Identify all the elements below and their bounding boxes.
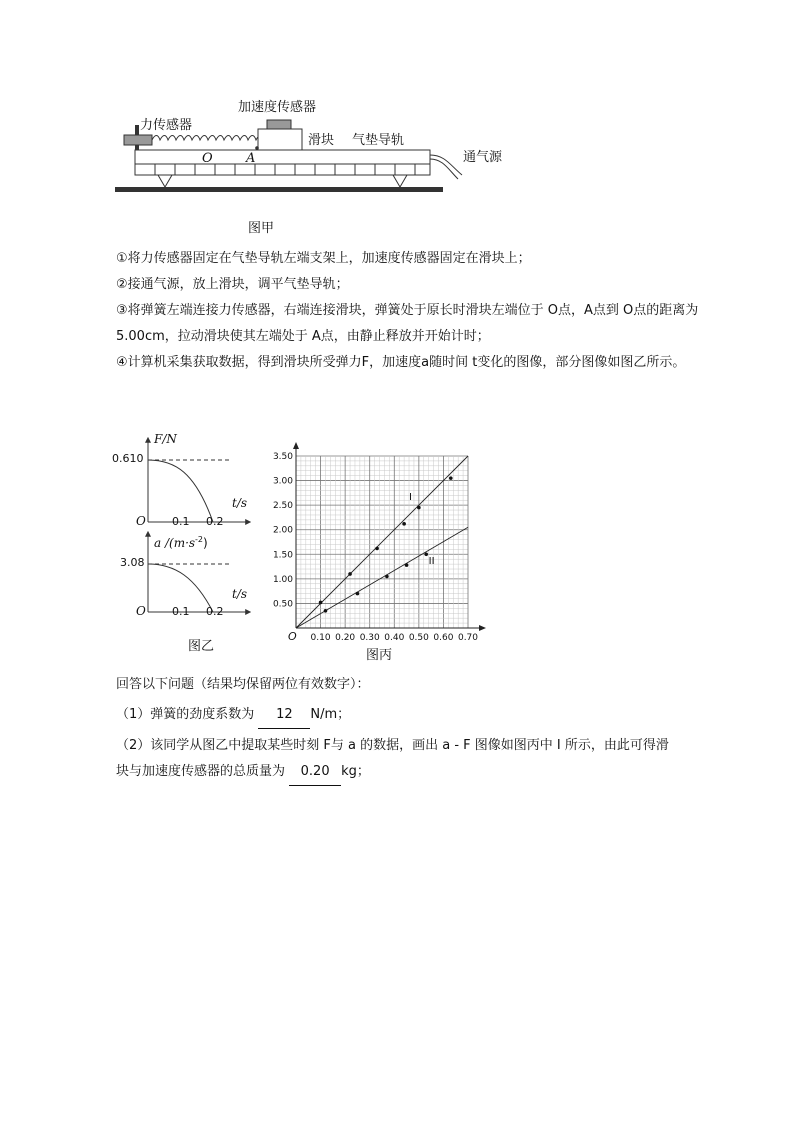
data-point-I — [402, 522, 406, 526]
caption-yi: 图乙 — [188, 639, 215, 654]
question-1: （1）弹簧的劲度系数为 12 N/m； — [116, 702, 716, 729]
bottom-ylabel: a $/(m\cdot s^{-2})$ — [154, 535, 208, 550]
bottom-tick-01: 0.1 — [172, 605, 190, 618]
data-point-II — [405, 563, 409, 567]
caption-jia: 图甲 — [248, 221, 275, 236]
label-accel-sensor: 加速度传感器 — [238, 100, 317, 115]
step-3: ③将弹簧左端连接力传感器，右端连接滑块，弹簧处于原长时滑块左端位于 O点，A点到 O点的距离为 5.00cm，拉动滑块使其左端处于 A点，由静止释放并开始计时； — [116, 303, 699, 344]
origin-label: O — [288, 630, 297, 643]
data-point-I — [449, 476, 453, 480]
label-slider: 滑块 — [308, 133, 335, 148]
x-tick-label: 0.50 — [408, 633, 429, 643]
step-2: ②接通气源，放上滑块，调平气垫导轨； — [116, 277, 349, 292]
chart-title: 图丙 — [366, 648, 393, 663]
question-2-line-2: 块与加速度传感器的总质量为 0.20 kg； — [116, 759, 716, 786]
y-tick-label: 2.50 — [272, 501, 293, 512]
data-point-II — [324, 609, 328, 613]
x-tick-label: 0.30 — [359, 633, 380, 643]
bottom-origin: O — [136, 604, 146, 618]
x-tick-label: 0.60 — [433, 633, 454, 643]
top-xlabel: t/s — [232, 496, 248, 510]
y-axis-arrow — [293, 442, 299, 449]
x-tick-label: 0.70 — [457, 633, 479, 643]
data-point-I — [348, 572, 352, 576]
bottom-xlabel: t/s — [232, 587, 248, 601]
data-point-II — [424, 552, 428, 556]
question-2-line-1: （2）该同学从图乙中提取某些时刻 F与 a 的数据，画出 a - F 图像如图丙中 I 所示，由此可得滑 — [116, 738, 669, 753]
x-tick-label: 0.40 — [384, 633, 405, 643]
series-label-I: I — [409, 492, 412, 504]
data-point-II — [356, 592, 360, 596]
figure-bing — [262, 440, 492, 670]
series-label-II: II — [428, 556, 435, 568]
y-tick-label: 1.00 — [272, 574, 293, 585]
y-tick-label: 3.00 — [272, 476, 293, 487]
x-tick-label: 0.10 — [310, 633, 331, 643]
data-point-I — [319, 601, 323, 605]
answer-1-value: 12 — [258, 702, 310, 729]
figure-yi — [110, 432, 260, 662]
step-4: ④计算机采集获取数据，得到滑块所受弹力F，加速度a随时间 t变化的图像，部分图像如图乙所示。 — [116, 355, 686, 370]
answer-2-value: 0.20 — [289, 759, 341, 786]
data-point-I — [417, 506, 421, 510]
x-tick-label: 0.20 — [335, 633, 356, 643]
figure-jia — [110, 95, 530, 205]
y-tick-label: 1.50 — [272, 550, 293, 561]
step-1: ①将力传感器固定在气垫导轨左端支架上，加速度传感器固定在滑块上； — [116, 251, 531, 266]
x-axis-arrow — [479, 625, 486, 631]
top-tick-02: 0.2 — [206, 515, 224, 528]
answers-block — [116, 672, 716, 786]
top-origin: O — [136, 514, 146, 528]
data-point-I — [375, 547, 379, 551]
top-ylabel: F/N — [154, 432, 177, 446]
label-point-o: O — [202, 151, 213, 166]
label-point-a: A — [246, 151, 256, 166]
bottom-peak-label: 3.08 — [120, 556, 145, 569]
y-tick-label: 2.00 — [272, 525, 293, 536]
label-force-sensor: 力传感器 — [140, 118, 193, 133]
y-tick-label: 0.50 — [272, 599, 293, 610]
label-track: 气垫导轨 — [352, 133, 405, 148]
y-tick-label: 3.50 — [272, 452, 293, 462]
top-peak-label: 0.610 — [112, 452, 144, 465]
top-tick-01: 0.1 — [172, 515, 190, 528]
bottom-tick-02: 0.2 — [206, 605, 224, 618]
label-air-source: 通气源 — [463, 150, 503, 165]
answers-intro: 回答以下问题（结果均保留两位有效数字）： — [116, 677, 370, 692]
steps-block — [116, 246, 716, 376]
data-point-II — [385, 575, 389, 579]
chart-bing — [262, 440, 492, 645]
